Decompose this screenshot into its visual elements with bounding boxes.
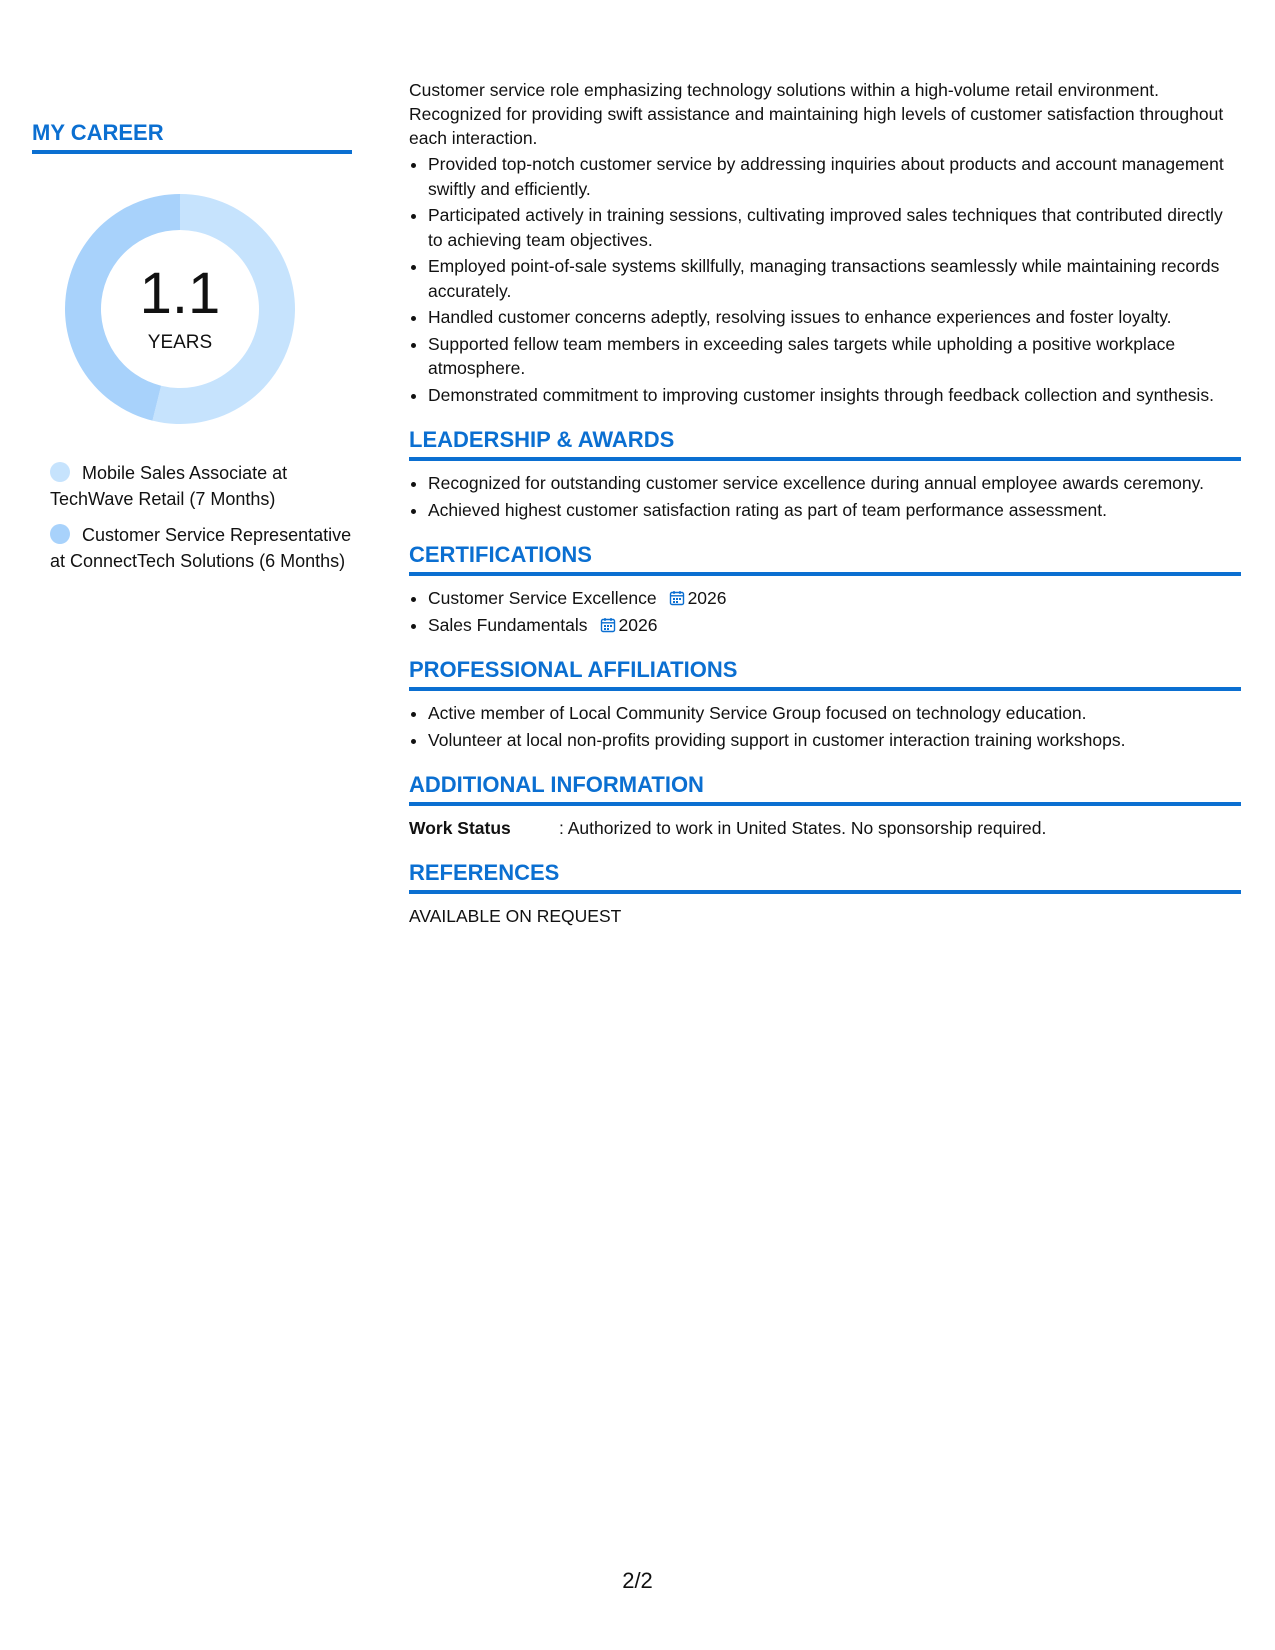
list-item: • Volunteer at local non-profits providing support in customer interaction training workshops. — [428, 728, 1241, 753]
legend-item-position-2 — [50, 522, 352, 574]
work-status-value: : Authorized to work in United States. No sponsorship required. — [559, 818, 1047, 838]
work-status-row — [409, 816, 1241, 840]
affiliations-title: PROFESSIONAL AFFILIATIONS — [409, 657, 1241, 691]
list-item: • Active member of Local Community Service Group focused on technology education. — [428, 701, 1241, 726]
experience-bullets — [409, 152, 1241, 407]
certifications-list — [409, 586, 1241, 637]
list-item — [428, 586, 1241, 611]
affiliations-list — [409, 701, 1241, 752]
references-section — [409, 860, 1241, 928]
list-item: • Demonstrated commitment to improving customer insights through feedback collection and synthesis. — [428, 383, 1241, 408]
additional-info-section — [409, 772, 1241, 840]
career-legend — [32, 460, 352, 574]
certification-name: Sales Fundamentals — [428, 614, 588, 635]
leadership-section — [409, 427, 1241, 522]
affiliations-section — [409, 657, 1241, 752]
certification-year: 2026 — [687, 588, 727, 608]
career-total-unit: YEARS — [147, 332, 213, 353]
legend-dot-icon — [50, 524, 70, 544]
additional-info-title: ADDITIONAL INFORMATION — [409, 772, 1241, 806]
experience-summary: Customer service role emphasizing technology solutions within a high-volume retail environment. Recognized for providing swift assistance and maintaining high levels of customer satisfaction throughout each interaction. — [409, 80, 1224, 148]
career-donut-chart — [65, 194, 295, 424]
calendar-icon — [600, 617, 616, 633]
page-number: 2/2 — [622, 1568, 653, 1593]
career-total-value: 1.1 — [139, 261, 221, 326]
references-text: AVAILABLE ON REQUEST — [409, 906, 622, 926]
legend-item-position-1 — [50, 460, 352, 512]
certification-year: 2026 — [618, 614, 658, 635]
legend-label: Customer Service Representative at ConnectTech Solutions (6 Months) — [50, 525, 352, 571]
work-status-label: Work Status — [409, 818, 511, 838]
list-item — [428, 613, 1241, 638]
leadership-title: LEADERSHIP & AWARDS — [409, 427, 1241, 461]
list-item: • Handled customer concerns adeptly, resolving issues to enhance experiences and foster loyalty. — [428, 305, 1241, 330]
certifications-title: CERTIFICATIONS — [409, 542, 1241, 576]
calendar-icon — [669, 590, 685, 606]
career-sidebar — [32, 120, 352, 584]
list-item: • Provided top-notch customer service by addressing inquiries about products and account management swiftly and efficiently. — [428, 152, 1241, 201]
list-item: • Participated actively in training sessions, cultivating improved sales techniques that contributed directly to achieving team objectives. — [428, 203, 1241, 252]
list-item: • Supported fellow team members in exceeding sales targets while upholding a positive workplace atmosphere. — [428, 332, 1241, 381]
list-item: • Achieved highest customer satisfaction rating as part of team performance assessment. — [428, 498, 1241, 523]
leadership-list — [409, 471, 1241, 522]
list-item: • Employed point-of-sale systems skillfully, managing transactions seamlessly while maintaining records accurately. — [428, 254, 1241, 303]
list-item: • Recognized for outstanding customer service excellence during annual employee awards ceremony. — [428, 471, 1241, 496]
legend-dot-icon — [50, 462, 70, 482]
certification-name: Customer Service Excellence — [428, 588, 657, 608]
references-title: REFERENCES — [409, 860, 1241, 894]
certifications-section — [409, 542, 1241, 637]
career-title: MY CAREER — [32, 120, 352, 154]
main-content — [409, 78, 1241, 928]
legend-label: Mobile Sales Associate at TechWave Retail (7 Months) — [50, 463, 288, 509]
